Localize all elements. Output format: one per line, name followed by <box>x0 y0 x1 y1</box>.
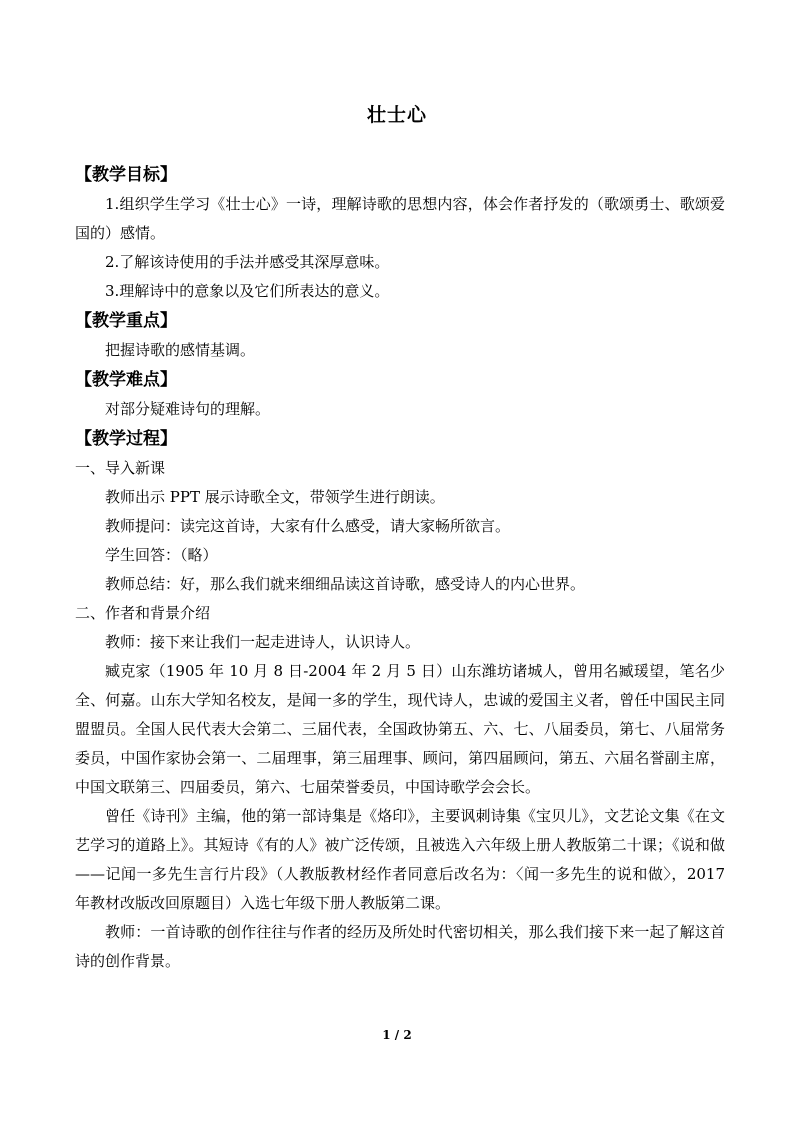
part2-paragraph: 曾任《诗刊》主编，他的第一部诗集是《烙印》，主要讽刺诗集《宝贝儿》，文艺论文集《在文艺学习的道路上》。其短诗《有的人》被广泛传颂，且被选入六年级上册人教版第二十课；《说和做——记闻一多先生言行片段》（人教版教材经作者同意后改名为：〈闻一多先生的说和做〉，2017 年教材改版改回原题目）入选七年级下册人教版第二课。 <box>75 807 725 912</box>
key-text: 把握诗歌的感情基调。 <box>105 341 256 359</box>
part2-paragraph: 教师：一首诗歌的创作往往与作者的经历及所处时代密切相关，那么我们接下来一起了解这首诗的创作背景。 <box>75 923 725 970</box>
difficulty-text: 对部分疑难诗句的理解。 <box>105 400 271 418</box>
part1-title: 一、导入新课 <box>75 459 166 477</box>
part2-title: 二、作者和背景介绍 <box>75 604 211 622</box>
goal-item: 2.了解该诗使用的手法并感受其深厚意味。 <box>105 253 390 271</box>
key-heading: 【教学重点】 <box>75 311 177 331</box>
goal-item: 1.组织学生学习《壮士心》一诗，理解诗歌的思想内容，体会作者抒发的（歌颂勇士、歌颂爱国的）感情。 <box>75 195 725 242</box>
part2-paragraph: 教师：接下来让我们一起走进诗人，认识诗人。 <box>105 633 421 651</box>
part1-paragraph: 教师提问：读完这首诗，大家有什么感受，请大家畅所欲言。 <box>105 517 511 535</box>
page-number: 1 / 2 <box>382 1028 412 1042</box>
document-body <box>75 160 725 976</box>
document-title: 壮士心 <box>366 104 427 126</box>
difficulty-heading: 【教学难点】 <box>75 370 177 390</box>
process-heading: 【教学过程】 <box>75 429 177 449</box>
part1-paragraph: 学生回答：（略） <box>105 546 218 564</box>
part2-paragraph: 臧克家（1905 年 10 月 8 日-2004 年 2 月 5 日）山东潍坊诸城人，曾用名臧瑗望，笔名少全、何嘉。山东大学知名校友，是闻一多的学生，现代诗人，忠诚的爱国主义者，曾任中国民主同盟盟员。全国人民代表大会第二、三届代表，全国政协第五、六、七、八届委员，第七、八届常务委员，中国作家协会第一、二届理事，第三届理事、顾问，第四届顾问，第五、六届名誉副主席，中国文联第三、四届委员，第六、七届荣誉委员，中国诗歌学会会长。 <box>75 662 725 796</box>
part1-paragraph: 教师总结：好，那么我们就来细细品读这首诗歌，感受诗人的内心世界。 <box>105 575 586 593</box>
goal-item: 3.理解诗中的意象以及它们所表达的意义。 <box>105 282 390 300</box>
part1-paragraph: 教师出示 PPT 展示诗歌全文，带领学生进行朗读。 <box>105 488 445 506</box>
goals-heading: 【教学目标】 <box>75 165 177 185</box>
